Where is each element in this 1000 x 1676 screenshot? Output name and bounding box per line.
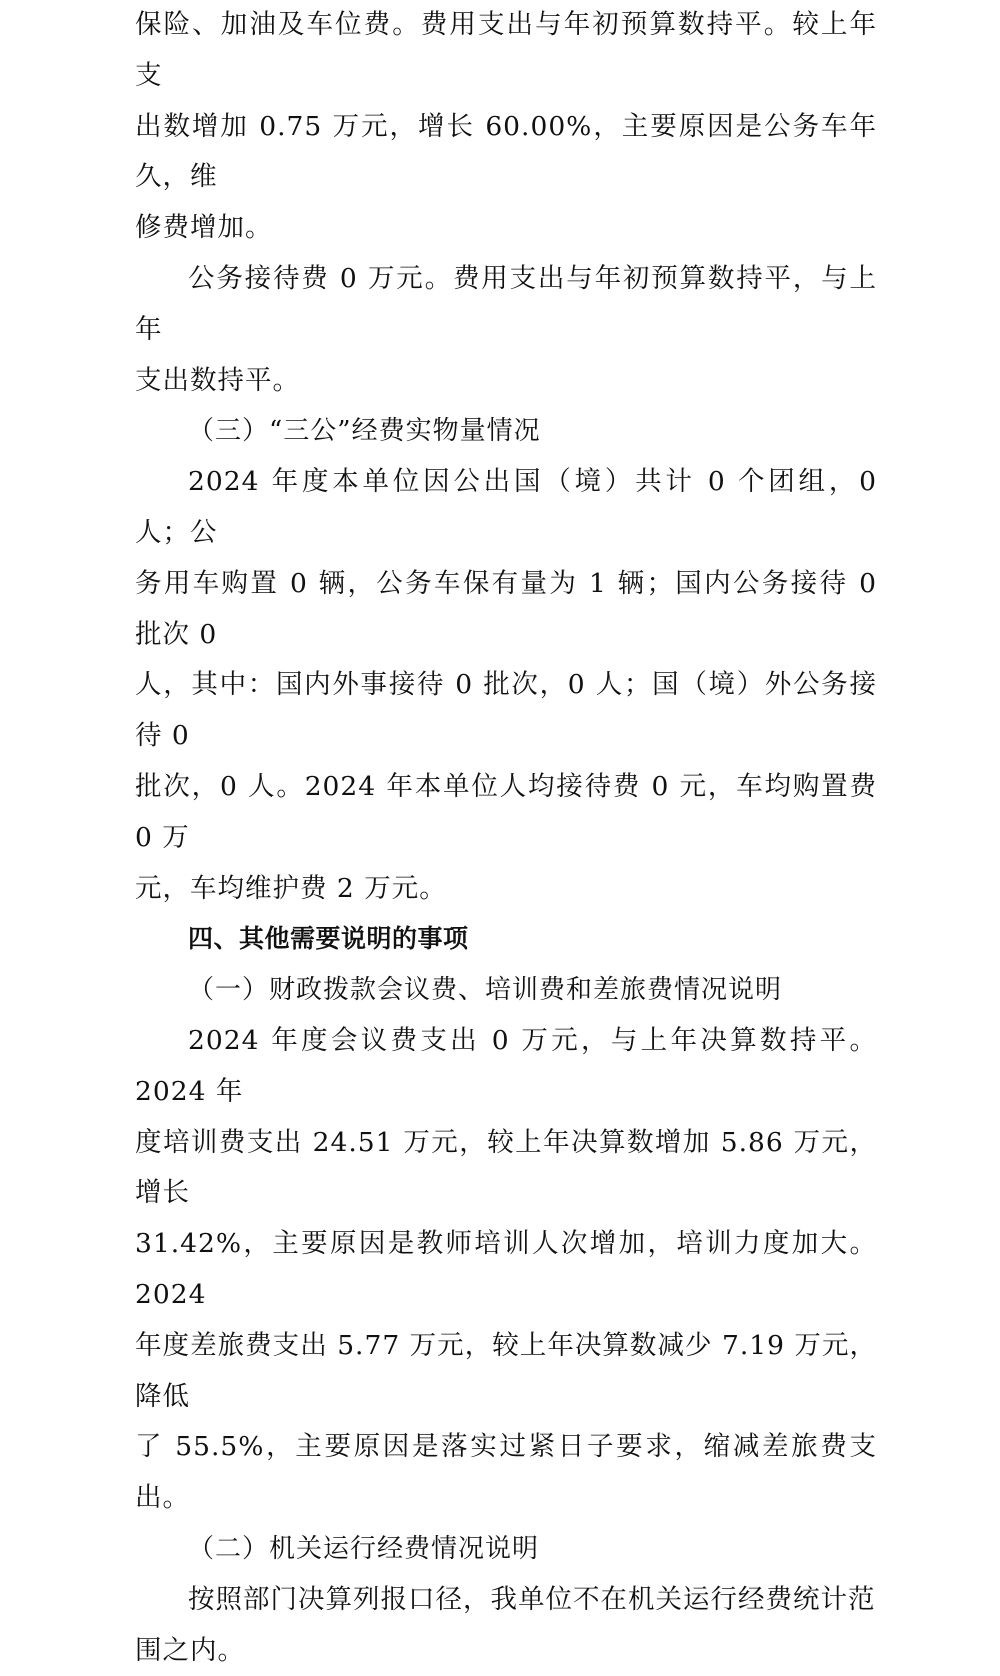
text-line: 公务接待费 0 万元。费用支出与年初预算数持平，与上年 <box>135 254 877 356</box>
text-line: 出数增加 0.75 万元，增长 60.00%，主要原因是公务车年久，维 <box>135 102 877 204</box>
text-line: 批次，0 人。2024 年本单位人均接待费 0 元，车均购置费 0 万 <box>135 762 877 864</box>
paragraph-physical-quantities <box>135 457 877 914</box>
text-line: 保险、加油及车位费。费用支出与年初预算数持平。较上年支 <box>135 0 877 102</box>
text-line: 按照部门决算列报口径，我单位不在机关运行经费统计范 <box>135 1575 877 1626</box>
paragraph-meeting-training-travel <box>135 1016 877 1524</box>
section-heading-4: 四、其他需要说明的事项 <box>135 914 877 965</box>
text-line: 人，其中：国内外事接待 0 批次，0 人；国（境）外公务接待 0 <box>135 660 877 762</box>
text-line: 31.42%，主要原因是教师培训人次增加，培训力度加大。2024 <box>135 1219 877 1321</box>
text-line: 围之内。 <box>135 1626 877 1676</box>
text-line: 了 55.5%，主要原因是落实过紧日子要求，缩减差旅费支出。 <box>135 1422 877 1524</box>
section-subheading-4-1: （一）财政拨款会议费、培训费和差旅费情况说明 <box>135 965 877 1016</box>
text-line: 2024 年度会议费支出 0 万元，与上年决算数持平。2024 年 <box>135 1016 877 1118</box>
text-line: 元，车均维护费 2 万元。 <box>135 864 877 915</box>
paragraph-operating-expenses <box>135 1575 877 1676</box>
text-line: 修费增加。 <box>135 203 877 254</box>
text-line: 年度差旅费支出 5.77 万元，较上年决算数减少 7.19 万元，降低 <box>135 1321 877 1423</box>
section-subheading-3: （三）“三公”经费实物量情况 <box>135 406 877 457</box>
paragraph-vehicle-costs <box>135 0 877 254</box>
section-subheading-4-2: （二）机关运行经费情况说明 <box>135 1524 877 1575</box>
text-line: 2024 年度本单位因公出国（境）共计 0 个团组，0 人；公 <box>135 457 877 559</box>
document-page <box>135 0 877 1676</box>
text-line: 度培训费支出 24.51 万元，较上年决算数增加 5.86 万元，增长 <box>135 1118 877 1220</box>
text-line: 务用车购置 0 辆，公务车保有量为 1 辆；国内公务接待 0 批次 0 <box>135 559 877 661</box>
text-line: 支出数持平。 <box>135 356 877 407</box>
paragraph-reception-costs <box>135 254 877 406</box>
